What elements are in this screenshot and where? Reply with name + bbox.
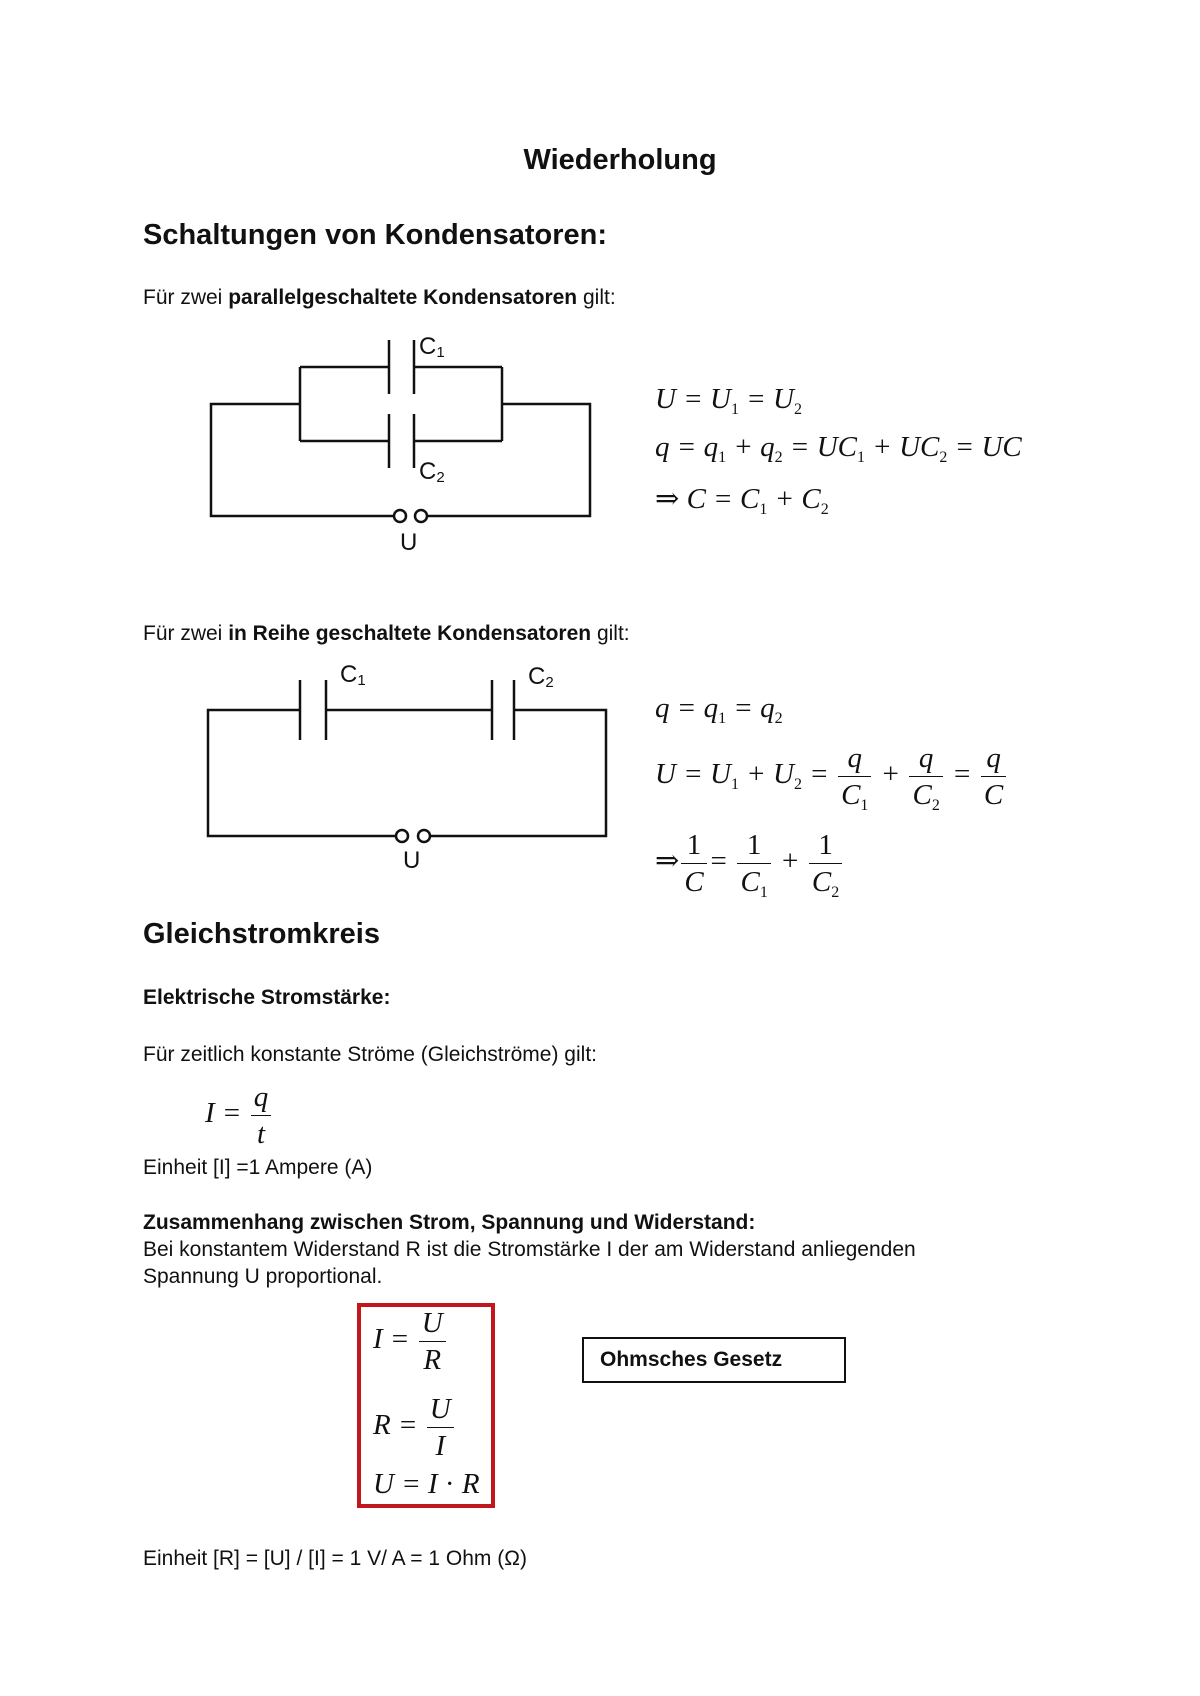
eq-parallel-charge: $q = q_1 + q_2 = UC_1 + UC_2$ = UC bbox=[655, 431, 1022, 466]
terminal-circle-icon bbox=[415, 510, 427, 522]
series-c2-label: C2 bbox=[528, 663, 554, 691]
section-heading-capacitors: Schaltungen von Kondensatoren: bbox=[143, 219, 608, 251]
eq-parallel-capacitance: ⇒ $C = C_1 + C_2$ bbox=[655, 483, 829, 518]
eq-ohm-current: I = $\frac{U}{R}$ bbox=[373, 1306, 448, 1377]
resistance-unit: Einheit [R] = [U] / [I] = 1 V/ A = 1 Ohm (Ω) bbox=[143, 1547, 527, 1570]
terminal-circle-icon bbox=[394, 510, 406, 522]
eq-ohm-voltage: U = I · R bbox=[373, 1468, 480, 1500]
terminal-circle-icon bbox=[396, 830, 408, 842]
series-intro-post: gilt: bbox=[591, 622, 630, 645]
current-unit: Einheit [I] =1 Ampere (A) bbox=[143, 1156, 373, 1179]
eq-ohm-resistance: R = $\frac{U}{I}$ bbox=[373, 1392, 456, 1463]
parallel-u-label: U bbox=[400, 529, 418, 556]
series-c1-label: C1 bbox=[340, 661, 366, 689]
subheading-current: Elektrische Stromstärke: bbox=[143, 986, 391, 1009]
ohm-law-label: Ohmsches Gesetz bbox=[582, 1337, 846, 1383]
parallel-c2-label: C2 bbox=[419, 458, 445, 486]
eq-parallel-voltage: $U = U_1 = U_2$ bbox=[655, 383, 802, 418]
subheading-ohm: Zusammenhang zwischen Strom, Spannung und Widerstand: bbox=[143, 1211, 756, 1234]
parallel-intro-post: gilt: bbox=[577, 286, 616, 309]
series-intro-pre: Für zwei bbox=[143, 622, 229, 645]
eq-series-charge: $q = q_1 = q_2$ bbox=[655, 692, 783, 727]
series-u-label: U bbox=[403, 847, 421, 874]
parallel-intro-bold: parallelgeschaltete Kondensatoren bbox=[228, 286, 578, 309]
page-title: Wiederholung bbox=[523, 144, 717, 176]
parallel-circuit bbox=[211, 340, 590, 522]
series-labels bbox=[340, 661, 554, 874]
ohm-text-line1: Bei konstantem Widerstand R ist die Stromstärke I der am Widerstand anliegenden bbox=[143, 1238, 916, 1261]
series-intro bbox=[143, 620, 630, 648]
eq-current: I = $\frac{q}{t}$ bbox=[205, 1080, 273, 1151]
section-heading-dc-circuit: Gleichstromkreis bbox=[143, 918, 380, 950]
parallel-c1-label: C1 bbox=[419, 333, 445, 361]
parallel-wire-left bbox=[211, 404, 394, 516]
eq-series-voltage: $U = U_1 + U_2$ = $\frac{q}{C_1}$ + $\frac{q}{C_2}$ = $\frac{q}{C}$ bbox=[655, 741, 1008, 812]
series-intro-bold: in Reihe geschaltete Kondensatoren bbox=[228, 622, 592, 645]
current-intro: Für zeitlich konstante Ströme (Gleichströme) gilt: bbox=[143, 1043, 597, 1066]
ohm-text-line2: Spannung U proportional. bbox=[143, 1265, 383, 1288]
series-wire-left bbox=[208, 710, 397, 836]
terminal-circle-icon bbox=[418, 830, 430, 842]
eq-series-capacitance: ⇒ $\frac{1}{C}$ = $\frac{1}{C_1}$ + $\frac{1}{C_2}$ bbox=[655, 828, 844, 899]
series-circuit bbox=[208, 680, 606, 842]
parallel-intro-pre: Für zwei bbox=[143, 286, 229, 309]
series-wire-right bbox=[419, 710, 606, 836]
